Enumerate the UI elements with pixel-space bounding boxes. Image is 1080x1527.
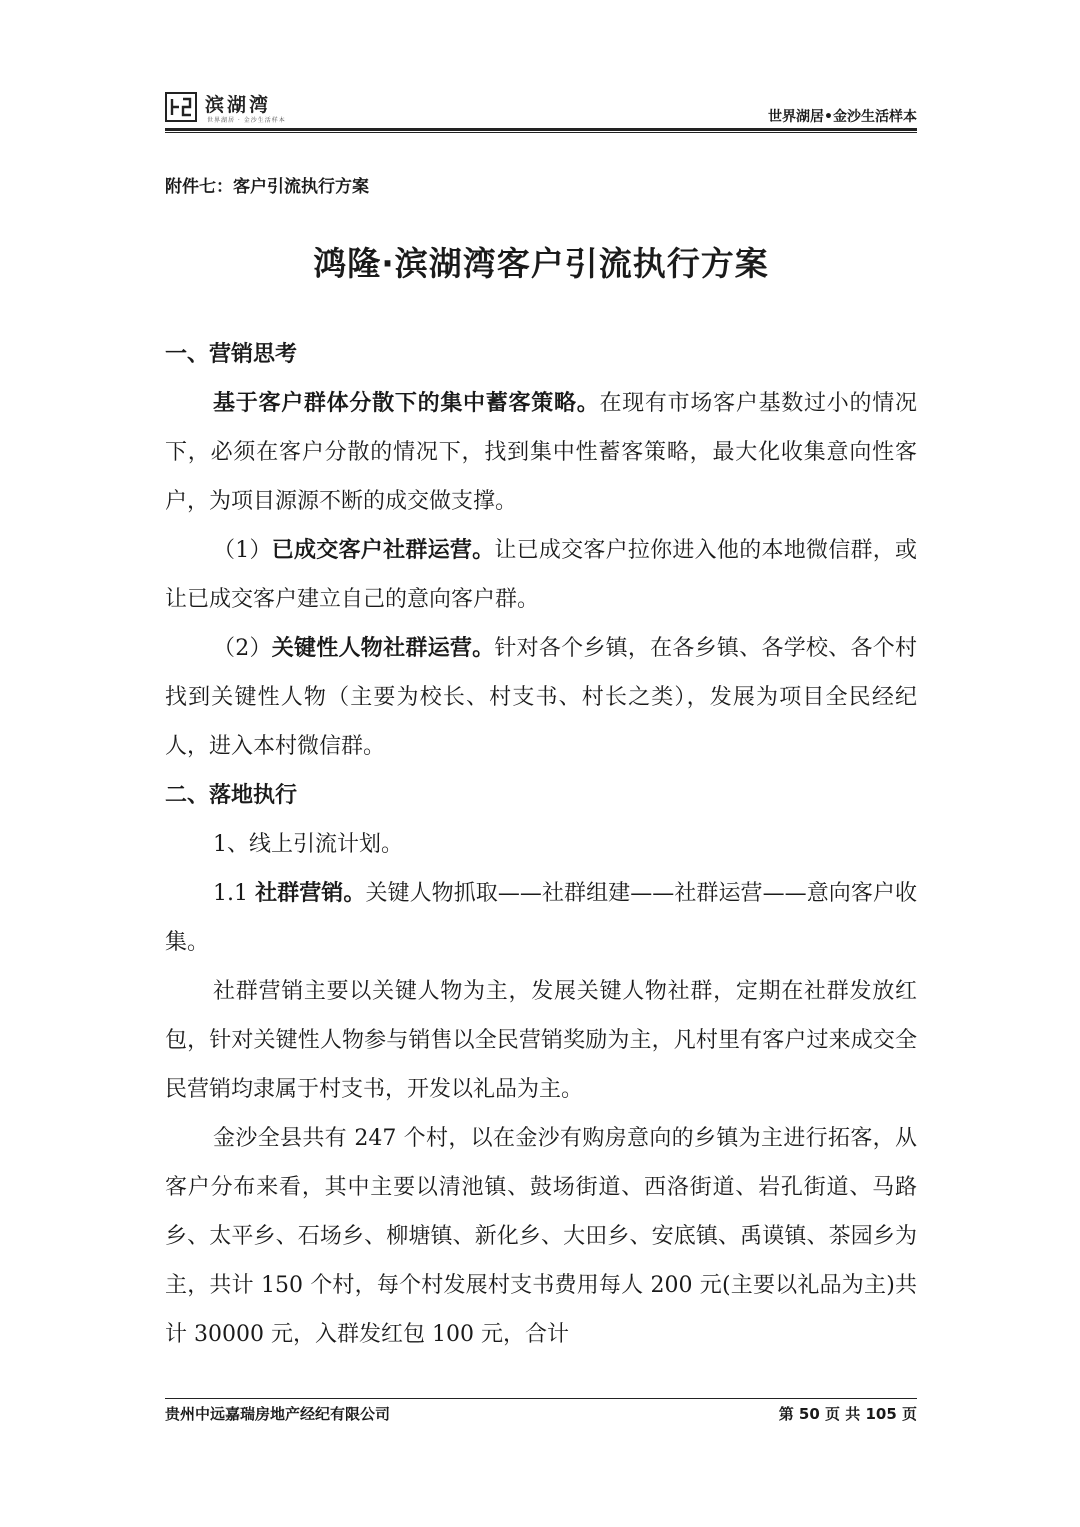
bold-phrase: 基于客户群体分散下的集中蓄客策略。 [213, 391, 600, 416]
paragraph [165, 379, 917, 526]
document-body [165, 330, 917, 1359]
paragraph-text: 针对各个乡镇，在各乡镇、各学校、各个村找到关键性人物（主要为校长、村支书、村长之类），发展为项目全民经纪人，进入本村微信群。 [165, 636, 917, 759]
paragraph-text: 关键人物抓取——社群组建——社群运营——意向客户收集。 [165, 881, 917, 955]
paragraph-text: 在现有市场客户基数过小的情况下，必须在客户分散的情况下，找到集中性蓄客策略，最大化收集意向性客户，为项目源源不断的成交做支撑。 [165, 391, 917, 514]
paragraph: 金沙全县共有 247 个村，以在金沙有购房意向的乡镇为主进行拓客，从客户分布来看，其中主要以清池镇、鼓场街道、西洛街道、岩孔街道、马路乡、太平乡、石场乡、柳塘镇、新化乡、大田乡、安底镇、禹谟镇、茶园乡为主，共计 150 个村，每个村发展村支书费用每人 200 元(主要以礼品为主)共计 30000 元，入群发红包 100 元，合计 [165, 1126, 917, 1347]
page-number: 第 50 页 共 105 页 [778, 1405, 917, 1423]
paragraph [165, 869, 917, 967]
page-header [165, 88, 917, 130]
logo-subtitle: 世界湖居 · 金沙生活样本 [207, 117, 286, 124]
logo-text: 滨湖湾 [205, 94, 272, 116]
paragraph: 社群营销主要以关键人物为主，发展关键人物社群，定期在社群发放红包，针对关键性人物参与销售以全民营销奖励为主，凡村里有客户过来成交全民营销均隶属于村支书，开发以礼品为主。 [165, 979, 917, 1102]
header-slogan: 世界湖居•金沙生活样本 [768, 109, 917, 125]
paragraph [165, 624, 917, 771]
attachment-label: 附件七：客户引流执行方案 [165, 177, 369, 197]
item-number: （1） [213, 538, 272, 563]
subheading: 1、线上引流计划。 [213, 832, 403, 857]
footer-company: 贵州中远嘉瑞房地产经纪有限公司 [165, 1405, 391, 1423]
header-rule [165, 128, 917, 131]
company-logo [165, 88, 325, 126]
document-title: 鸿隆·滨湖湾客户引流执行方案 [313, 244, 769, 283]
item-number: （2） [213, 636, 272, 661]
section-heading-2: 二、落地执行 [165, 783, 298, 808]
section-heading-1: 一、营销思考 [165, 342, 298, 367]
item-number: 1.1 [213, 881, 256, 906]
bold-phrase: 已成交客户社群运营。 [271, 538, 495, 563]
paragraph-text: 让已成交客户拉你进入他的本地微信群，或让已成交客户建立自己的意向客户群。 [165, 538, 917, 612]
footer-rule [165, 1398, 917, 1399]
bold-phrase: 关键性人物社群运营。 [271, 636, 495, 661]
header-rule-thin [165, 132, 917, 133]
paragraph [165, 526, 917, 624]
logo-mark-icon [165, 92, 197, 122]
bold-phrase: 社群营销。 [255, 881, 366, 906]
